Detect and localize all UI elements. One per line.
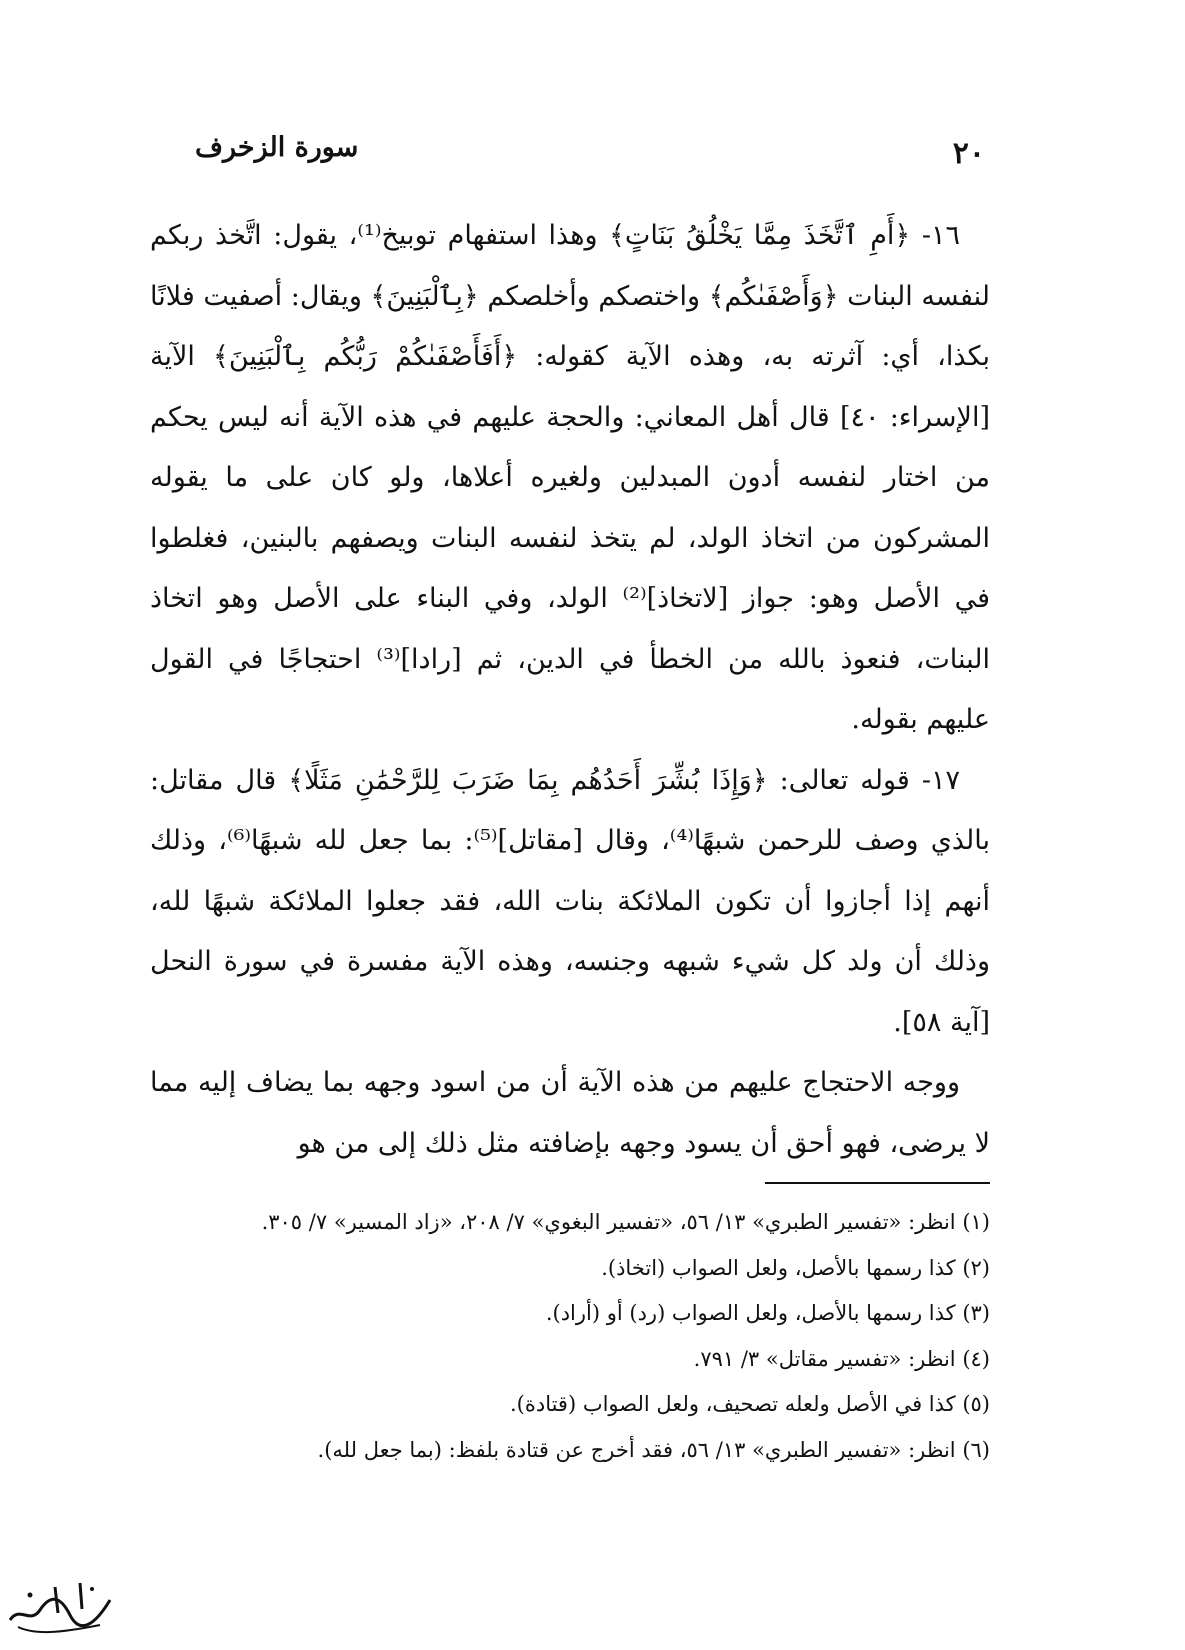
- footnote-4: (٤) انظر: «تفسير مقاتل» ٣/ ٧٩١.: [693, 1346, 990, 1371]
- calligraphy-logo-icon: [0, 1565, 120, 1645]
- footnote-1: (١) انظر: «تفسير الطبري» ١٣/ ٥٦، «تفسير البغوي» ٧/ ٢٠٨، «زاد المسير» ٧/ ٣٠٥.: [261, 1210, 990, 1234]
- footnote-5: (٥) كذا في الأصل ولعله تصحيف، ولعل الصواب (قتادة).: [509, 1392, 990, 1416]
- footnote-6: (٦) انظر: «تفسير الطبري» ١٣/ ٥٦، فقد أخرج عن قتادة بلفظ: (بما جعل لله).: [317, 1437, 990, 1462]
- paragraph-verse-17: ١٧- قوله تعالى: ﴿وَإِذَا بُشِّرَ أَحَدُهُم بِمَا ضَرَبَ لِلرَّحْمَٰنِ مَثَلًا﴾ قال مقاتل: بالذي وصف للرحمن شبهًا⁽⁴⁾، وقال [مقاتل]⁽⁵⁾: بما جعل لله شبهًا⁽⁶⁾، وذلك أنهم إذا أجازوا أن تكون الملائكة بنات الله، فقد جعلوا الملائكة شبهًا لله، وذلك أن ولد كل شيء شبهه وجنسه، وهذه الآية مفسرة في سورة النحل [آية ٥٨].: [150, 764, 990, 1038]
- main-text: [150, 206, 990, 1174]
- footnote-2: (٢) كذا رسمها بالأصل، ولعل الصواب (اتخاذ).: [601, 1255, 990, 1280]
- page-header: [195, 128, 985, 176]
- surah-title: سورة الزخرف: [195, 132, 359, 163]
- footnote-divider: [765, 1182, 990, 1184]
- page-number: ٢٠: [952, 136, 985, 171]
- footnotes: [150, 1200, 990, 1473]
- footnote-3: (٣) كذا رسمها بالأصل، ولعل الصواب (رد) أو (أراد).: [545, 1301, 990, 1325]
- paragraph-verse-16: ١٦- ﴿أَمِ ٱتَّخَذَ مِمَّا يَخْلُقُ بَنَاتٍ﴾ وهذا استفهام توبيخ⁽¹⁾، يقول: اتَّخذ ربكم لنفسه البنات ﴿وَأَصْفَىٰكُم﴾ واختصكم وأخلصكم ﴿بِٱلْبَنِينَ﴾ ويقال: أصفيت فلانًا بكذا، أي: آثرته به، وهذه الآية كقوله: ﴿أَفَأَصْفَىٰكُمْ رَبُّكُم بِٱلْبَنِينَ﴾ الآية [الإسراء: ٤٠] قال أهل المعاني: والحجة عليهم في هذه الآية أنه ليس يحكم من اختار لنفسه أدون المبدلين ولغيره أعلاها، ولو كان على ما يقوله المشركون من اتخاذ الولد، لم يتخذ لنفسه البنات ويصفهم بالبنين، فغلطوا في الأصل وهو: جواز [لاتخاذ]⁽²⁾ الولد، وفي البناء على الأصل وهو اتخاذ البنات، فنعوذ بالله من الخطأ في الدين، ثم [رادا]⁽³⁾ احتجاجًا في القول عليهم بقوله.: [150, 220, 991, 735]
- paragraph-argument: ووجه الاحتجاج عليهم من هذه الآية أن من اسود وجهه بما يضاف إليه مما لا يرضى، فهو أحق أن يسود وجهه بإضافته مثل ذلك إلى من هو: [150, 1067, 990, 1159]
